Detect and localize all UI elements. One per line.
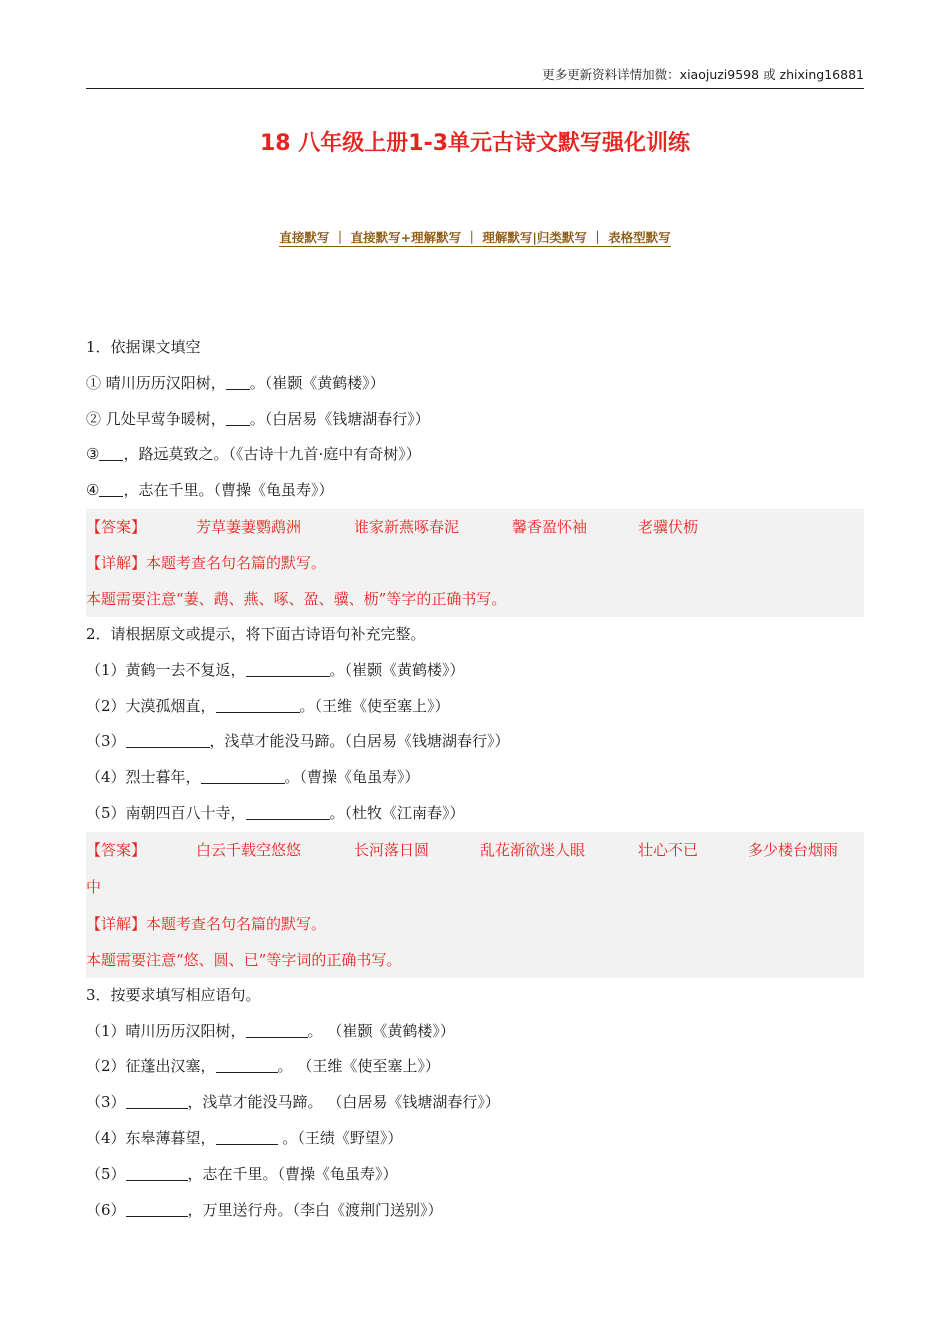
page-title: 18 八年级上册1-3单元古诗文默写强化训练 xyxy=(259,131,691,156)
answer-note: 本题需要注意“悠、圆、已”等字词的正确书写。 xyxy=(86,950,402,969)
answer-line xyxy=(86,509,864,545)
tab-separator: ｜ xyxy=(333,230,347,245)
question-item: ④ ，志在千里。（曹操《龟虽寿》） xyxy=(86,481,334,500)
page-header: 更多更新资料详情加微：xiaojuzi9598 或 zhixing16881 xyxy=(86,66,864,89)
answer-line-wrap: 中 xyxy=(86,877,102,896)
answer-blank[interactable] xyxy=(216,696,300,713)
answer-blank[interactable] xyxy=(126,1164,188,1181)
answer-blank[interactable] xyxy=(126,1092,188,1109)
answer-blank[interactable] xyxy=(201,767,285,784)
question-item: （5） ，志在千里。（曹操《龟虽寿》） xyxy=(86,1164,398,1183)
answer-detail: 【详解】本题考查名句名篇的默写。 xyxy=(86,553,327,572)
answer-blank[interactable] xyxy=(246,1021,308,1038)
question-title: 3．按要求填写相应语句。 xyxy=(86,985,261,1004)
tab-separator: | xyxy=(532,230,537,245)
answer-blank[interactable] xyxy=(246,803,330,820)
answer-blank[interactable] xyxy=(226,409,250,426)
answer-item: 乱花渐欲迷人眼 xyxy=(480,840,586,859)
answer-blank[interactable] xyxy=(126,1200,188,1217)
answer-blank[interactable] xyxy=(126,731,210,748)
tab-separator: ｜ xyxy=(591,230,604,245)
question-item: ② 几处早莺争暖树， 。（白居易《钱塘湖春行》） xyxy=(86,409,430,428)
question-item: （6） ，万里送行舟。（李白《渡荆门送别》） xyxy=(86,1200,443,1219)
answer-blank[interactable] xyxy=(226,373,250,390)
answer-item: 白云千载空悠悠 xyxy=(196,840,302,859)
answer-label: 【答案】 xyxy=(86,517,147,536)
question-item: ① 晴川历历汉阳树， 。（崔颢《黄鹤楼》） xyxy=(86,373,385,392)
question-title: 2．请根据原文或提示，将下面古诗语句补充完整。 xyxy=(86,624,426,643)
answer-item: 壮心不已 xyxy=(638,840,699,859)
answer-blank[interactable] xyxy=(99,444,123,461)
answer-note: 本题需要注意“萋、鹉、燕、啄、盈、骥、枥”等字的正确书写。 xyxy=(86,589,507,608)
answer-item: 芳草萋萋鹦鹉洲 xyxy=(196,517,302,536)
question-title: 1．依据课文填空 xyxy=(86,338,201,356)
section-tabs xyxy=(0,228,950,246)
question-item: （5）南朝四百八十寺， 。（杜牧《江南春》） xyxy=(86,803,465,822)
tab-direct-understanding: 直接默写+理解默写 xyxy=(350,230,462,245)
exercise-content xyxy=(86,330,864,1228)
tab-classification: 归类默写 xyxy=(536,230,587,245)
answer-item: 长河落日圆 xyxy=(354,840,430,859)
question-item: （4）烈士暮年， 。（曹操《龟虽寿》） xyxy=(86,768,420,787)
question-item: （2）大漠孤烟直， 。（王维《使至塞上》） xyxy=(86,696,450,715)
question-item: （2）征蓬出汉塞， 。 （王维《使至塞上》） xyxy=(86,1057,440,1076)
answer-detail: 【详解】本题考查名句名篇的默写。 xyxy=(86,914,327,933)
answer-item: 馨香盈怀袖 xyxy=(512,517,588,536)
question-item: （3） ，浅草才能没马蹄。 （白居易《钱塘湖春行》） xyxy=(86,1093,500,1112)
question-item: ③ ，路远莫致之。（《古诗十九首·庭中有奇树》） xyxy=(86,445,421,464)
answer-blank[interactable] xyxy=(216,1056,278,1073)
question-item: （4）东皋薄暮望， 。（王绩《野望》） xyxy=(86,1128,403,1147)
tab-understanding: 理解默写 xyxy=(482,230,533,245)
answer-blank[interactable] xyxy=(246,660,330,677)
tab-separator: ｜ xyxy=(465,230,478,245)
answer-line xyxy=(86,832,864,869)
answer-item: 谁家新燕啄春泥 xyxy=(354,517,460,536)
answer-box xyxy=(86,832,864,978)
answer-item: 多少楼台烟雨 xyxy=(748,840,839,859)
answer-label: 【答案】 xyxy=(86,840,147,859)
answer-blank[interactable] xyxy=(99,480,123,497)
question-item: （3） ，浅草才能没马蹄。（白居易《钱塘湖春行》） xyxy=(86,732,510,751)
answer-blank[interactable] xyxy=(216,1128,278,1145)
question-item: （1）晴川历历汉阳树， 。 （崔颢《黄鹤楼》） xyxy=(86,1021,455,1040)
tab-table: 表格型默写 xyxy=(608,230,671,245)
answer-box xyxy=(86,509,864,617)
question-item: （1）黄鹤一去不复返， 。（崔颢《黄鹤楼》） xyxy=(86,660,465,679)
tab-direct: 直接默写 xyxy=(279,230,330,245)
answer-item: 老骥伏枥 xyxy=(638,517,699,536)
